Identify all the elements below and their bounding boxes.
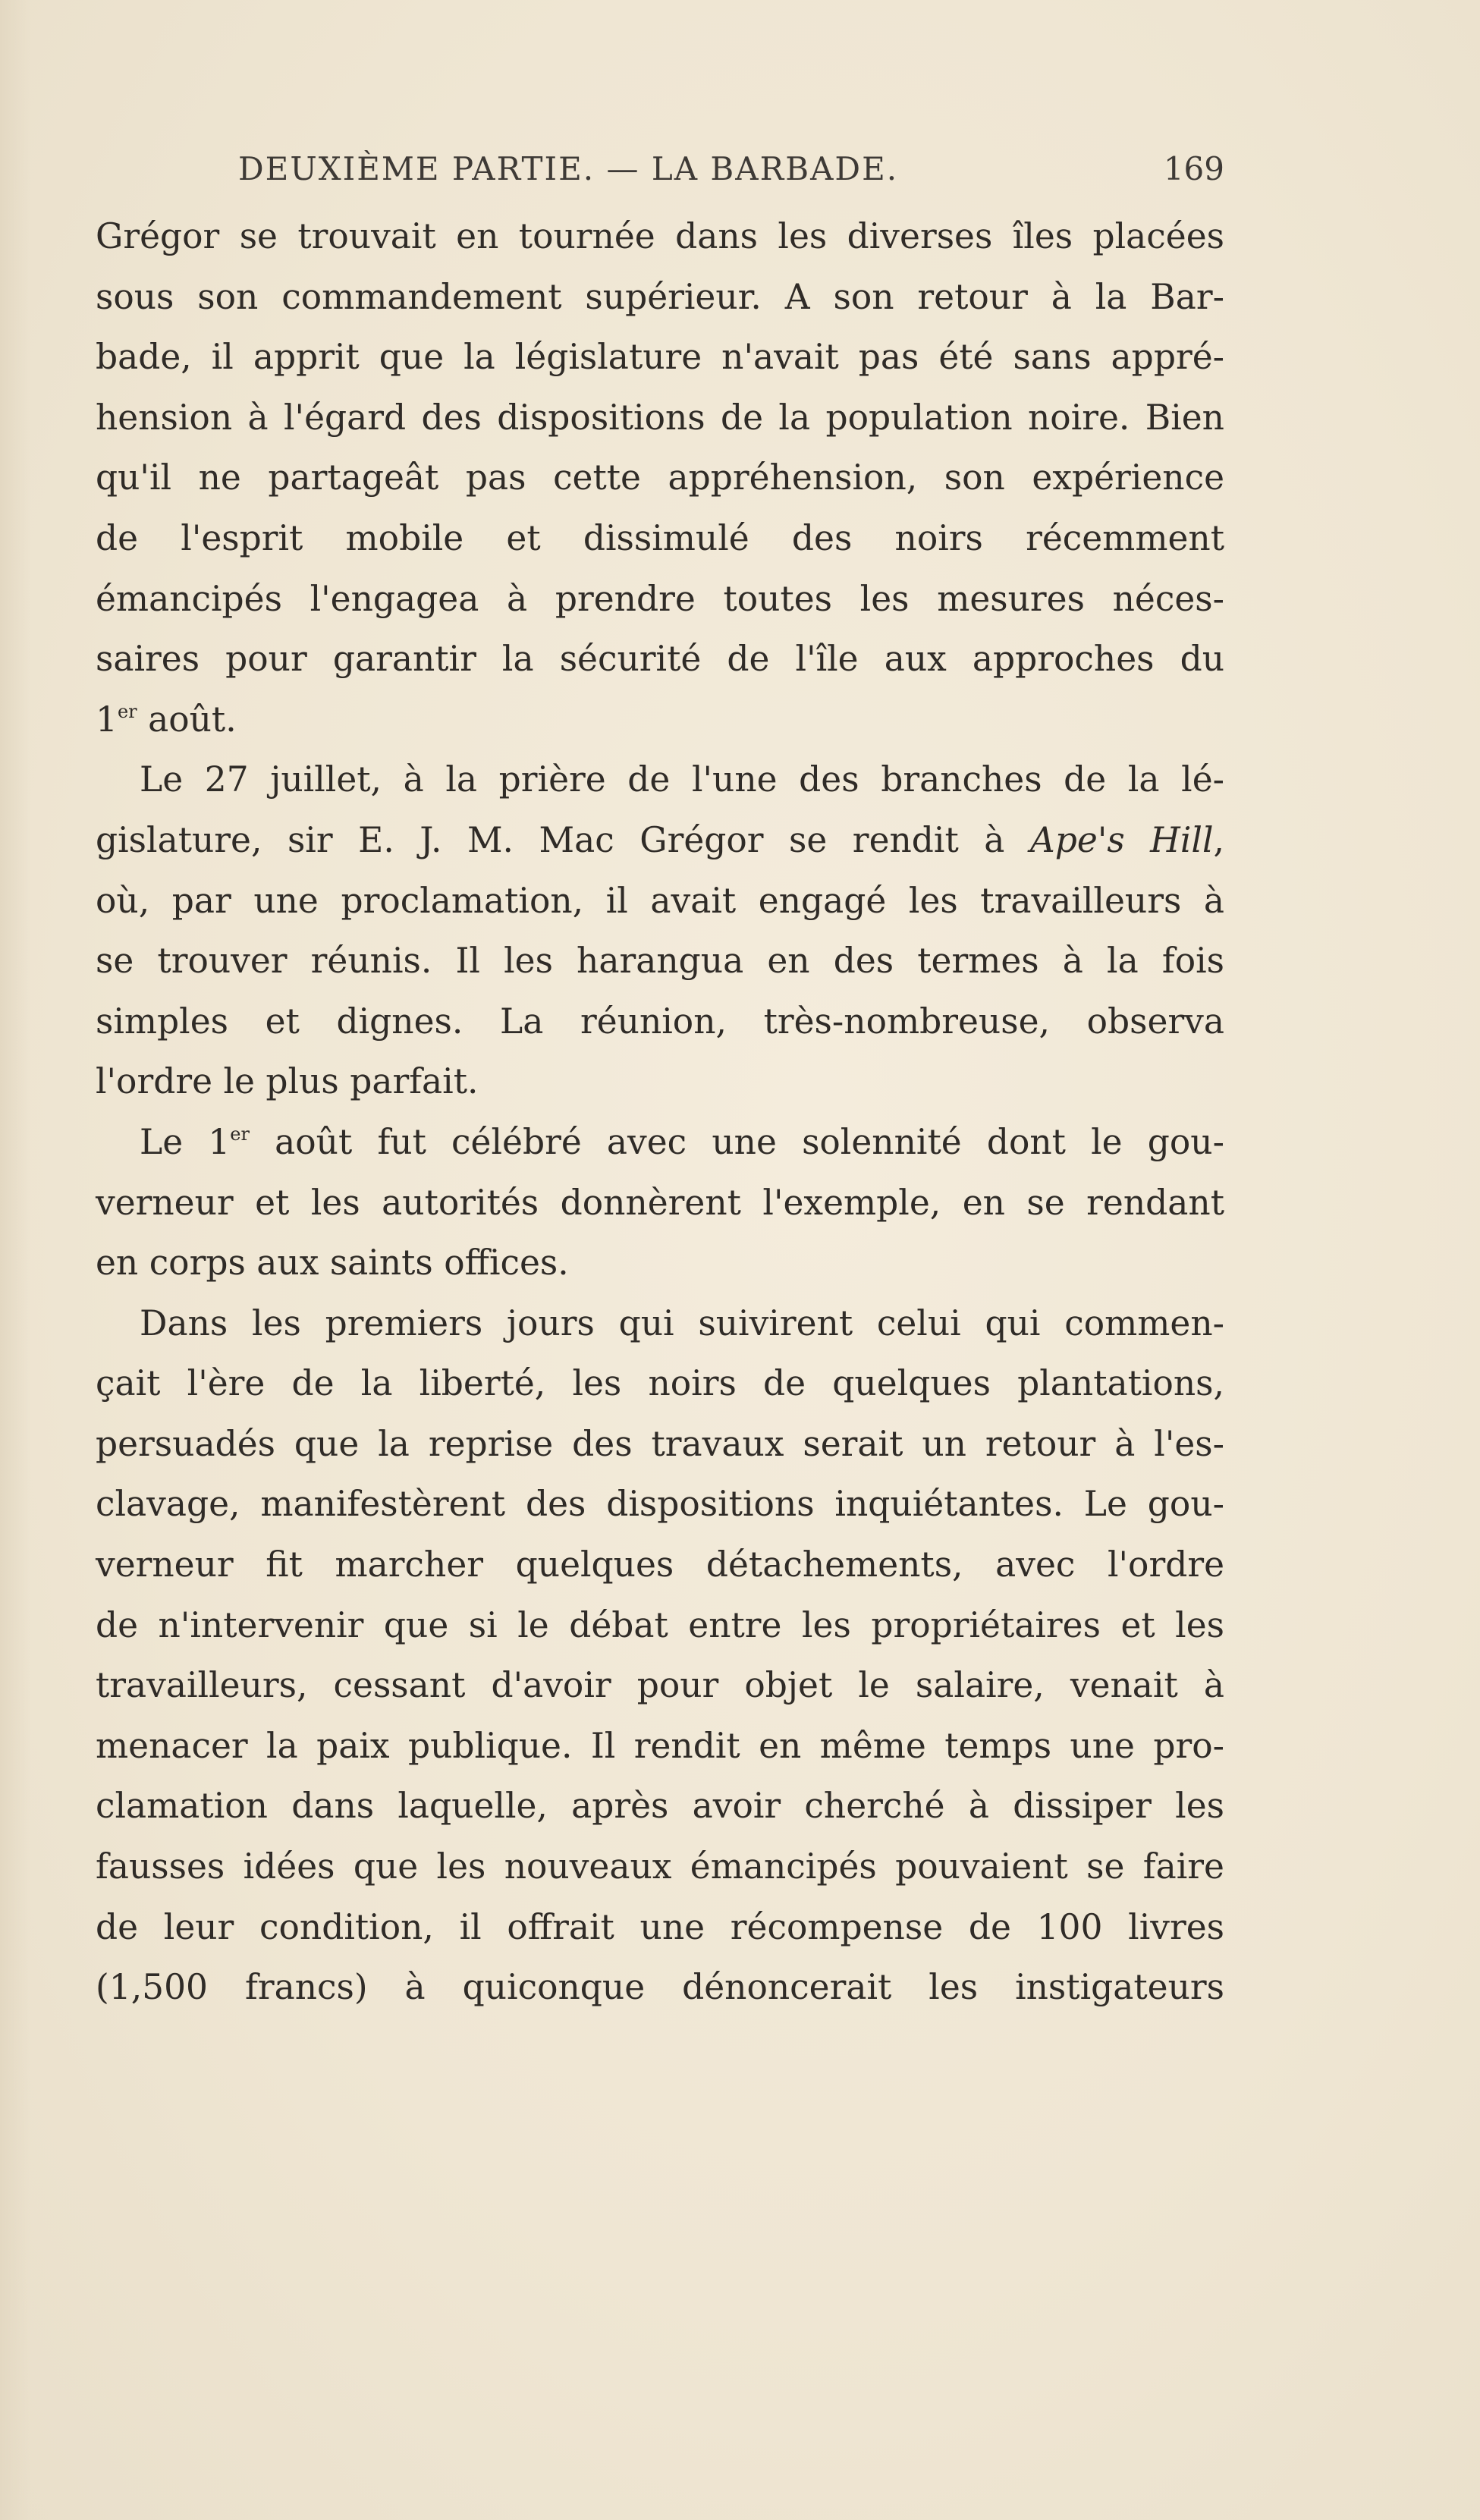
page-gutter-shadow bbox=[0, 0, 30, 2520]
text-line: Dans les premiers jours qui suivirent celui qui commen- bbox=[140, 1302, 1224, 1343]
page-number: 169 bbox=[1163, 150, 1224, 187]
place-name-italic: Ape's Hill bbox=[1029, 819, 1214, 860]
text-line: fausses idées que les nouveaux émancipés pouvaient se faire bbox=[96, 1846, 1224, 1887]
text-line: sous son commandement supérieur. A son retour à la Bar- bbox=[96, 276, 1224, 317]
text-line: où, par une proclamation, il avait engagé les travailleurs à bbox=[96, 880, 1224, 921]
text-fragment: Le 1 bbox=[140, 1121, 231, 1162]
text-line: verneur et les autorités donnèrent l'exemple, en se rendant bbox=[96, 1182, 1224, 1223]
text-line: verneur fit marcher quelques détachements, avec l'ordre bbox=[96, 1544, 1224, 1585]
text-line: de leur condition, il offrait une récompense de 100 livres bbox=[96, 1906, 1224, 1947]
text-line bbox=[96, 1112, 1224, 1173]
body-text bbox=[96, 206, 1224, 2018]
paragraph-2 bbox=[96, 749, 1224, 1112]
text-line: en corps aux saints offices. bbox=[96, 1243, 569, 1284]
text-line: clavage, manifestèrent des dispositions inquiétantes. Le gou- bbox=[96, 1484, 1224, 1525]
text-line: de n'intervenir que si le débat entre les propriétaires et les bbox=[96, 1604, 1224, 1645]
text-line: l'ordre le plus parfait. bbox=[96, 1061, 479, 1102]
running-title: DEUXIÈME PARTIE. — LA BARBADE. bbox=[238, 150, 899, 187]
text-line: simples et dignes. La réunion, très-nombreuse, observa bbox=[96, 1001, 1224, 1042]
paragraph-3 bbox=[96, 1112, 1224, 1293]
text-line: hension à l'égard des dispositions de la population noire. Bien bbox=[96, 397, 1224, 438]
text-line: saires pour garantir la sécurité de l'île aux approches du bbox=[96, 639, 1224, 680]
text-fragment: gislature, sir E. J. M. Mac Grégor se rendit à bbox=[96, 819, 1030, 860]
text-line: de l'esprit mobile et dissimulé des noirs récemment bbox=[96, 517, 1224, 558]
ordinal-superscript: er bbox=[117, 700, 137, 722]
text-line: çait l'ère de la liberté, les noirs de quelques plantations, bbox=[96, 1363, 1224, 1404]
text-line: persuadés que la reprise des travaux serait un retour à l'es- bbox=[96, 1423, 1224, 1464]
text-line: (1,500 francs) à quiconque dénoncerait les instigateurs bbox=[96, 1967, 1224, 2008]
text-line: qu'il ne partageât pas cette appréhension, son expérience bbox=[96, 457, 1224, 498]
text-line: Grégor se trouvait en tournée dans les diverses îles placées bbox=[96, 216, 1224, 256]
text-fragment: août fut célébré avec une solennité dont le gou- bbox=[249, 1121, 1224, 1162]
text-line: clamation dans laquelle, après avoir cherché à dissiper les bbox=[96, 1786, 1224, 1827]
text-line: bade, il apprit que la législature n'avait pas été sans appré- bbox=[96, 337, 1224, 378]
text-line bbox=[96, 690, 1224, 750]
text-line: se trouver réunis. Il les harangua en des termes à la fois bbox=[96, 941, 1224, 982]
ordinal-superscript: er bbox=[230, 1123, 250, 1145]
text-line: Le 27 juillet, à la prière de l'une des branches de la lé- bbox=[140, 759, 1224, 800]
text-line: menacer la paix publique. Il rendit en même temps une pro- bbox=[96, 1725, 1224, 1766]
paragraph-1 bbox=[96, 206, 1224, 749]
text-fragment: août. bbox=[137, 699, 237, 740]
date-number: 1 bbox=[96, 699, 118, 740]
text-line: émancipés l'engagea à prendre toutes les mesures néces- bbox=[96, 578, 1224, 619]
text-line: travailleurs, cessant d'avoir pour objet le salaire, venait à bbox=[96, 1665, 1224, 1706]
running-header bbox=[238, 146, 1224, 199]
paragraph-4 bbox=[96, 1293, 1224, 2018]
text-line bbox=[96, 810, 1224, 871]
text-fragment: , bbox=[1213, 819, 1224, 860]
